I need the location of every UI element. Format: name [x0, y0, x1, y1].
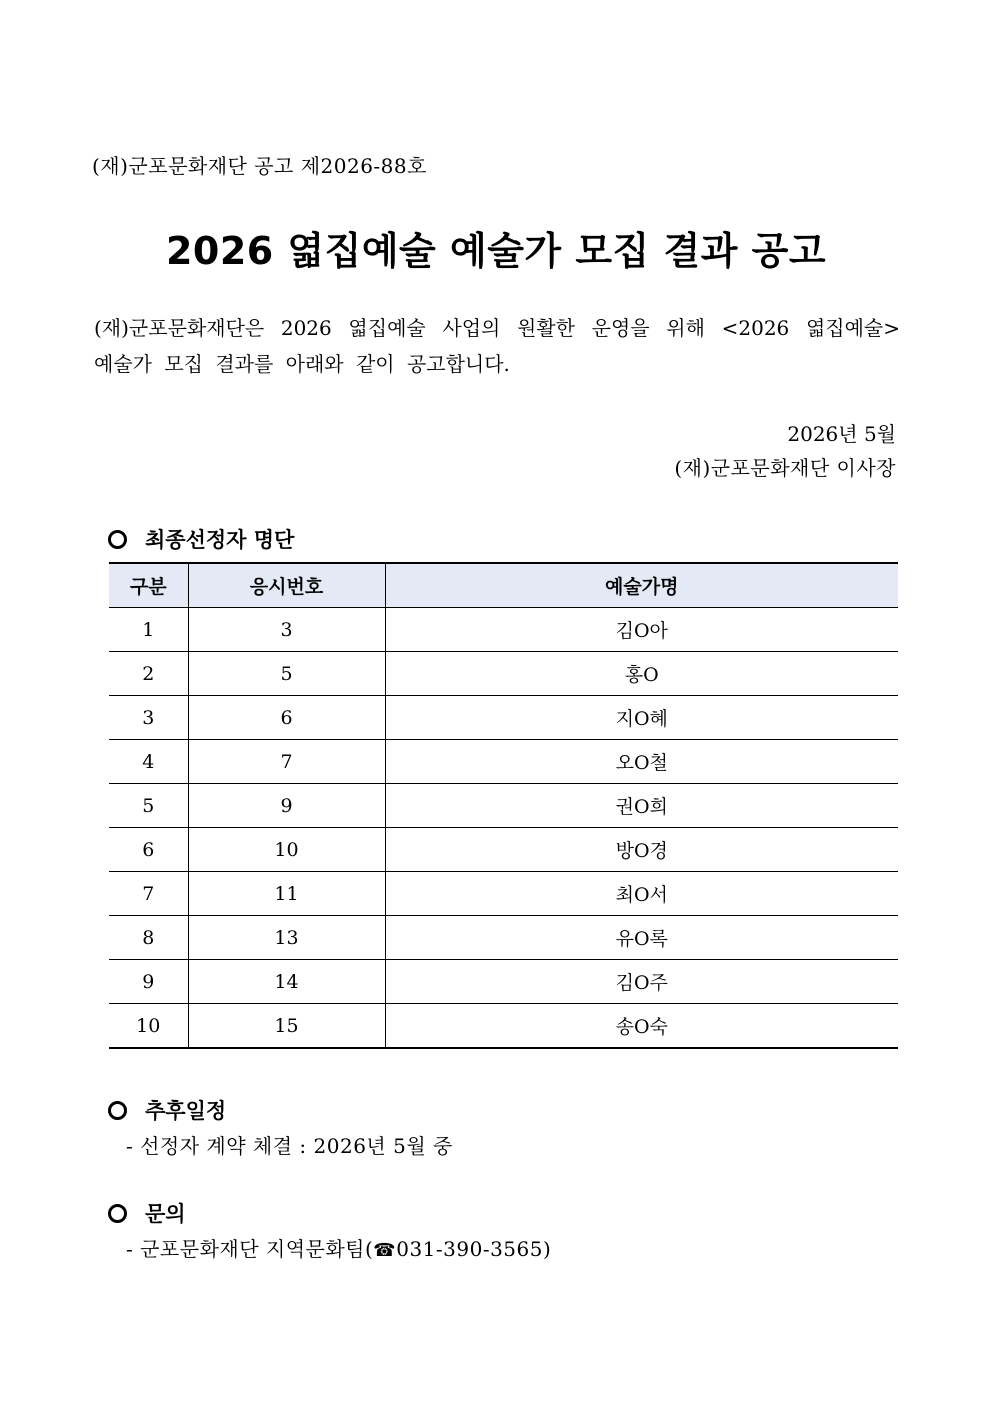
contact-phone: 031-390-3565) — [396, 1237, 552, 1261]
table-row — [109, 784, 898, 828]
intro-paragraph — [94, 310, 900, 382]
telephone-icon: ☎ — [373, 1240, 397, 1261]
hollow-circle-icon — [108, 1204, 127, 1223]
table-row — [109, 608, 898, 652]
cell-category: 10 — [109, 1004, 188, 1049]
notice-number: (재)군포문화재단 공고 제2026-88호 — [92, 154, 427, 178]
cell-artist-name: 권O희 — [385, 784, 898, 828]
table-row — [109, 872, 898, 916]
cell-applicant-number: 10 — [188, 828, 385, 872]
table-row — [109, 696, 898, 740]
cell-category: 5 — [109, 784, 188, 828]
cell-category: 3 — [109, 696, 188, 740]
table-header-row — [109, 563, 898, 608]
cell-category: 6 — [109, 828, 188, 872]
section-schedule-title: 추후일정 — [145, 1098, 227, 1123]
issuer: (재)군포문화재단 이사장 — [674, 456, 896, 480]
intro-line-2: 예술가 모집 결과를 아래와 같이 공고합니다. — [94, 352, 510, 376]
contact-prefix: - 군포문화재단 지역문화팀( — [126, 1237, 374, 1261]
cell-category: 8 — [109, 916, 188, 960]
cell-applicant-number: 15 — [188, 1004, 385, 1049]
cell-artist-name: 송O숙 — [385, 1004, 898, 1049]
section-selected-title: 최종선정자 명단 — [145, 527, 295, 552]
section-schedule-heading — [108, 1095, 226, 1125]
table-row — [109, 960, 898, 1004]
notice-date: 2026년 5월 — [787, 422, 896, 446]
hollow-circle-icon — [108, 1101, 127, 1120]
table-row — [109, 828, 898, 872]
cell-artist-name: 오O철 — [385, 740, 898, 784]
contact-item — [126, 1233, 551, 1262]
cell-category: 4 — [109, 740, 188, 784]
cell-category: 2 — [109, 652, 188, 696]
cell-applicant-number: 11 — [188, 872, 385, 916]
cell-category: 9 — [109, 960, 188, 1004]
cell-applicant-number: 14 — [188, 960, 385, 1004]
cell-applicant-number: 6 — [188, 696, 385, 740]
table-row — [109, 652, 898, 696]
selected-artists-table — [109, 562, 898, 1049]
cell-artist-name: 김O주 — [385, 960, 898, 1004]
cell-artist-name: 최O서 — [385, 872, 898, 916]
cell-category: 1 — [109, 608, 188, 652]
hollow-circle-icon — [108, 530, 127, 549]
section-contact-title: 문의 — [145, 1201, 186, 1226]
cell-artist-name: 방O경 — [385, 828, 898, 872]
table-row — [109, 916, 898, 960]
page-title: 2026 엷집예술 예술가 모집 결과 공고 — [165, 229, 827, 273]
cell-applicant-number: 13 — [188, 916, 385, 960]
cell-category: 7 — [109, 872, 188, 916]
cell-artist-name: 홍O — [385, 652, 898, 696]
cell-applicant-number: 5 — [188, 652, 385, 696]
header-applicant-number: 응시번호 — [188, 563, 385, 608]
cell-artist-name: 김O아 — [385, 608, 898, 652]
section-contact-heading — [108, 1198, 186, 1228]
cell-artist-name: 지O혜 — [385, 696, 898, 740]
header-category: 구분 — [109, 563, 188, 608]
table-row — [109, 740, 898, 784]
cell-artist-name: 유O록 — [385, 916, 898, 960]
table-row — [109, 1004, 898, 1049]
cell-applicant-number: 9 — [188, 784, 385, 828]
cell-applicant-number: 3 — [188, 608, 385, 652]
section-selected-heading — [108, 524, 294, 554]
header-artist-name: 예술가명 — [385, 563, 898, 608]
schedule-item: - 선정자 계약 체결 : 2026년 5월 중 — [126, 1134, 453, 1158]
cell-applicant-number: 7 — [188, 740, 385, 784]
intro-line-1: (재)군포문화재단은 2026 엷집예술 사업의 원활한 운영을 위해 <2026 엷집예술> — [94, 316, 900, 340]
